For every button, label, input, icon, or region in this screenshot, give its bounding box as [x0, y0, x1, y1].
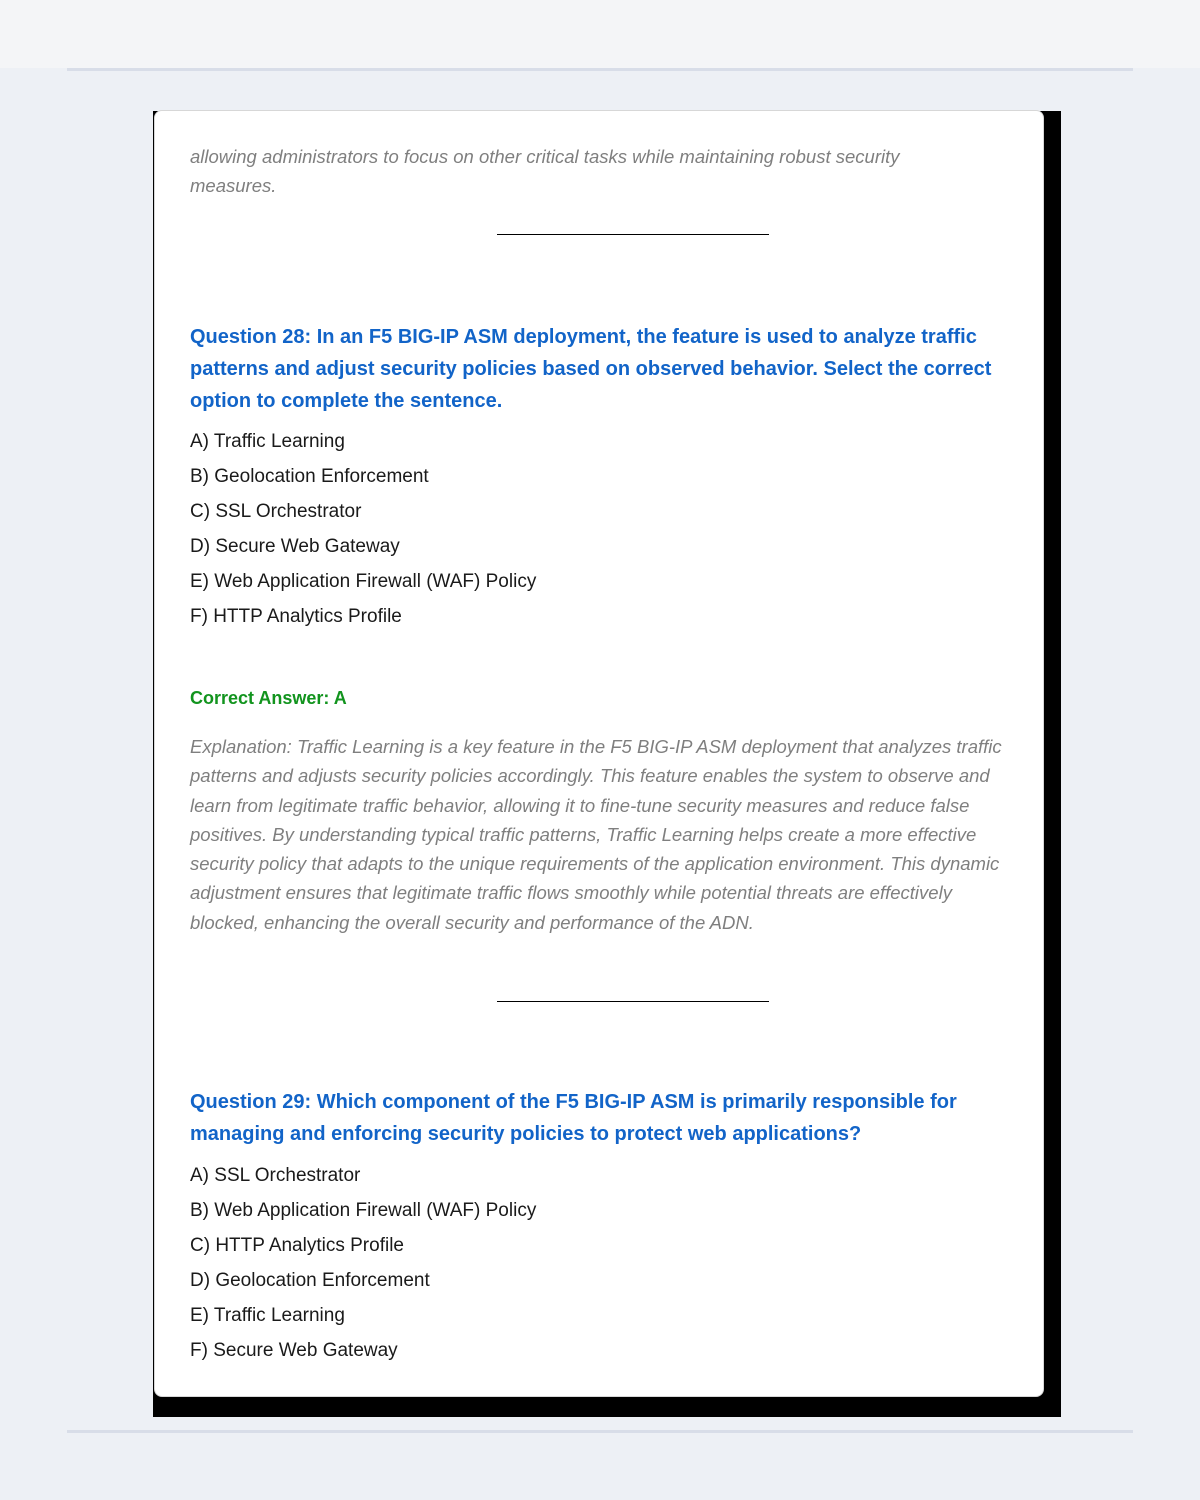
option-e: E) Web Application Firewall (WAF) Policy — [190, 571, 537, 592]
option-e: E) Traffic Learning — [190, 1305, 345, 1326]
question-28-options — [190, 424, 536, 634]
intro-text: allowing administrators to focus on other critical tasks while maintaining robust security measures. — [190, 146, 900, 197]
option-f: F) HTTP Analytics Profile — [190, 606, 402, 627]
question-28-title: Question 28: In an F5 BIG-IP ASM deployment, the feature is used to analyze traffic patterns and adjust security policies based on observed behavior. Select the correct option to complete the sentence. — [190, 326, 992, 412]
top-divider — [67, 68, 1133, 71]
explanation-text: Explanation: Traffic Learning is a key feature in the F5 BIG-IP ASM deployment that analyzes traffic patterns and adjusts security policies accordingly. This feature enables the system to observe and learn from legitimate traffic behavior, allowing it to fine-tune security measures and reduce false positives. By understanding typical traffic patterns, Traffic Learning helps create a more effective security policy that adapts to the unique requirements of the application environment. This dynamic adjustment ensures that legitimate traffic flows smoothly while potential threats are effectively blocked, enhancing the overall security and performance of the ADN. — [190, 736, 1002, 933]
question-29-options — [190, 1158, 536, 1368]
option-f: F) Secure Web Gateway — [190, 1340, 398, 1361]
document-page — [154, 110, 1044, 1397]
option-b: B) Geolocation Enforcement — [190, 466, 429, 487]
option-b: B) Web Application Firewall (WAF) Policy — [190, 1200, 537, 1221]
separator-line — [497, 1001, 769, 1002]
question-29-title: Question 29: Which component of the F5 BIG-IP ASM is primarily responsible for managing and enforcing security policies to protect web applications? — [190, 1091, 957, 1145]
correct-answer: Correct Answer: A — [190, 688, 347, 708]
option-c: C) HTTP Analytics Profile — [190, 1235, 404, 1256]
option-a: A) SSL Orchestrator — [190, 1165, 361, 1186]
option-d: D) Geolocation Enforcement — [190, 1270, 430, 1291]
bottom-divider — [67, 1430, 1133, 1433]
option-a: A) Traffic Learning — [190, 431, 345, 452]
top-band — [0, 0, 1200, 68]
separator-line — [497, 234, 769, 235]
option-d: D) Secure Web Gateway — [190, 536, 400, 557]
option-c: C) SSL Orchestrator — [190, 501, 362, 522]
